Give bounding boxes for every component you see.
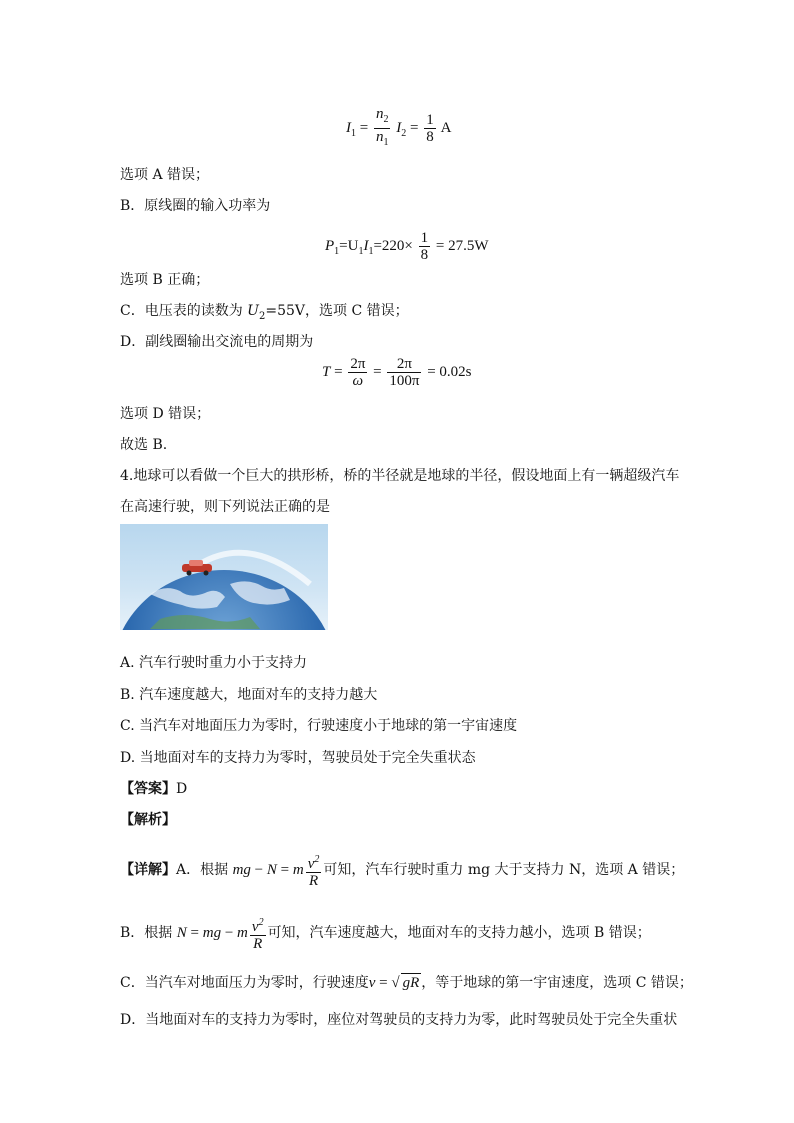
detail-b: B．根据 N = mg − m $\frac{v^2}{R}$ 可知，汽车速度越大，地面对车的支持力越小，选项 B 错误； xyxy=(120,917,651,952)
fraction-2pi-omega: $\frac{2\pi}{\omega}$ xyxy=(350,356,366,389)
answer-value: D xyxy=(176,781,188,797)
text-a-wrong: 选项 A 错误； xyxy=(120,167,210,183)
option-b: B. 汽车速度越大，地面对车的支持力越大 xyxy=(120,687,378,703)
equation-period: T = $\frac{2\pi}{\omega}$ = $\frac{2\pi}{100\pi}$ = 0.02s xyxy=(322,356,472,389)
fraction-one-eighth-2: $\frac{1}{8}$ xyxy=(420,230,429,263)
equation-current: $I_1$ = $\frac{n_2}{n_1}$ $I_2$ = $\frac{1}{8}$ A xyxy=(346,106,451,151)
text-choose-b: 故选 B. xyxy=(120,437,168,453)
formula-b: N = mg − m $\frac{v^2}{R}$ xyxy=(176,917,264,952)
answer-line xyxy=(120,780,187,798)
question-4-line-2: 在高速行驶，则下列说法正确的是 xyxy=(120,499,330,515)
text-d-wrong: 选项 D 错误； xyxy=(120,406,211,422)
formula-c: v = √ gR xyxy=(368,975,420,991)
option-c: C. 当汽车对地面压力为零时，行驶速度小于地球的第一宇宙速度 xyxy=(120,718,518,734)
fraction-turns: $\frac{n_2}{n_1}$ xyxy=(374,106,391,151)
question-4-line-1: 4.地球可以看做一个巨大的拱形桥，桥的半径就是地球的半径，假设地面上有一辆超级汽车 xyxy=(120,468,680,484)
earth-car-image xyxy=(120,524,328,630)
text-c-voltage: C．电压表的读数为 $U_2=55V$，选项 C 错误； xyxy=(120,303,409,322)
text-d-heading: D．副线圈输出交流电的周期为 xyxy=(120,334,314,350)
fraction-one-eighth: $\frac{1}{8}$ xyxy=(426,112,434,145)
detail-d: D．当地面对车的支持力为零时，座位对驾驶员的支持力为零，此时驾驶员处于完全失重状 xyxy=(120,1012,678,1028)
detail-c: C．当汽车对地面压力为零时，行驶速度v = √ gR ，等于地球的第一宇宙速度，选项 C 错误； xyxy=(120,975,693,991)
equation-power: $P_1=U_1I_1=220\times$ $\frac{1}{8}$ = 27.5W xyxy=(325,230,489,263)
formula-a: mg − N = m $\frac{v^2}{R}$ xyxy=(232,854,320,889)
answer-label: 【答案】 xyxy=(120,781,176,797)
detail-a: 【详解】A．根据 mg − N = m $\frac{v^2}{R}$ 可知，汽车行驶时重力 mg 大于支持力 N，选项 A 错误； xyxy=(120,854,685,889)
earth-globe xyxy=(120,570,328,630)
option-d: D. 当地面对车的支持力为零时，驾驶员处于完全失重状态 xyxy=(120,750,476,766)
option-a: A. 汽车行驶时重力小于支持力 xyxy=(120,655,308,671)
text-b-heading: B．原线圈的输入功率为 xyxy=(120,198,271,214)
analysis-label: 【解析】 xyxy=(120,812,176,828)
fraction-2pi-100pi: $\frac{2\pi}{100\pi}$ xyxy=(389,356,420,389)
text-b-right: 选项 B 正确； xyxy=(120,272,210,288)
earth-illustration xyxy=(120,524,328,630)
